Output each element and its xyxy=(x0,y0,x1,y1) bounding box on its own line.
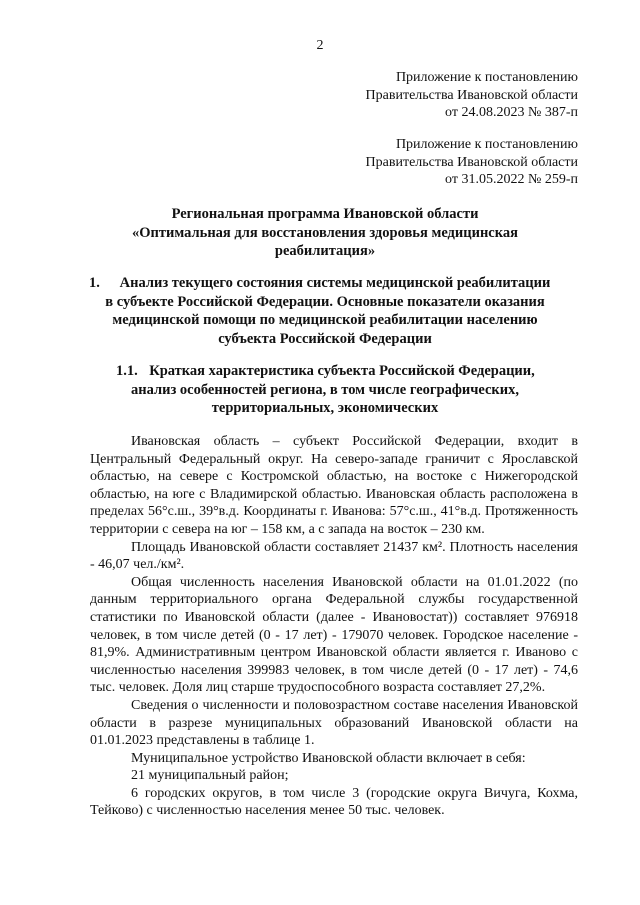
appendix-line: от 31.05.2022 № 259-п xyxy=(445,172,578,187)
appendix-line: Приложение к постановлению xyxy=(395,137,578,152)
section-heading-line: в субъекте Российской Федерации. Основные показатели оказания xyxy=(105,293,545,310)
paragraph: Муниципальное устройство Ивановской области включает в себя: xyxy=(131,750,526,766)
section-number: 1. xyxy=(89,275,100,291)
subsection-heading-text: Краткая характеристика субъекта Российской Федерации, xyxy=(149,363,535,379)
appendix-line: Правительства Ивановской области xyxy=(365,87,578,103)
appendix-header-current xyxy=(366,69,578,122)
appendix-line: Правительства Ивановской области xyxy=(365,154,578,170)
program-title-line: «Оптимальная для восстановления здоровья медицинская xyxy=(132,224,518,241)
paragraph: Площадь Ивановской области составляет 21437 км². Плотность населения - 46,07 чел./км². xyxy=(90,539,578,573)
paragraph: Общая численность населения Ивановской области на 01.01.2022 (по данным территориального органа Федеральной службы государственной статистики по Ивановской области (далее - Ивановостат)) составляет 976918 человек, в том числе детей (0 - 17 лет) - 179070 человек. Городское население - 81,9%. Административным центром Ивановской области является г. Иваново с численностью населения 399983 человек, в том числе детей (0 - 17 лет) - 74,6 тыс. человек. Доля лиц старше трудоспособного возраста составляет 27,2%. xyxy=(90,574,578,696)
body-text xyxy=(90,433,578,820)
paragraph: 21 муниципальный район; xyxy=(131,768,289,784)
section-1-heading xyxy=(90,274,560,348)
appendix-header-original xyxy=(366,136,578,189)
paragraph: 6 городских округов, в том числе 3 (городские округа Вичуга, Кохма, Тейково) с численностью населения менее 50 тыс. человек. xyxy=(90,785,578,819)
page-number: 2 xyxy=(316,38,324,53)
paragraph: Сведения о численности и половозрастном составе населения Ивановской области в разрезе муниципальных образований Ивановской области на 01.01.2023 представлены в таблице 1. xyxy=(90,697,578,749)
section-heading-text: Анализ текущего состояния системы медицинской реабилитации xyxy=(119,275,551,291)
subsection-heading-line: территориальных, экономических xyxy=(211,400,439,416)
program-title-line: реабилитация» xyxy=(274,243,376,259)
appendix-line: от 24.08.2023 № 387-п xyxy=(445,105,578,120)
subsection-number: 1.1. xyxy=(116,363,138,379)
section-heading-line: медицинской помощи по медицинской реабилитации населению xyxy=(112,312,538,328)
section-1-1-heading xyxy=(90,362,560,418)
paragraph: Ивановская область – субъект Российской Федерации, входит в Центральный Федеральный округ. На северо-западе граничит с Ярославской областью, на севере с Костромской областью, на востоке с Нижегородской областью, на юге с Владимирской областью. Ивановская область расположена в пределах 56°с.ш., 39°в.д. Координаты г. Иванова: 57°с.ш., 41°в.д. Протяженность территории с севера на юг – 158 км, а с запада на восток – 230 км. xyxy=(90,434,578,537)
appendix-line: Приложение к постановлению xyxy=(395,70,578,85)
program-title-line: Региональная программа Ивановской области xyxy=(171,206,479,222)
subsection-heading-line xyxy=(90,362,560,381)
section-heading-line: субъекта Российской Федерации xyxy=(218,330,432,347)
section-heading-line xyxy=(90,274,560,293)
subsection-heading-line: анализ особенностей региона, в том числе географических, xyxy=(130,381,520,398)
program-title xyxy=(90,205,560,261)
